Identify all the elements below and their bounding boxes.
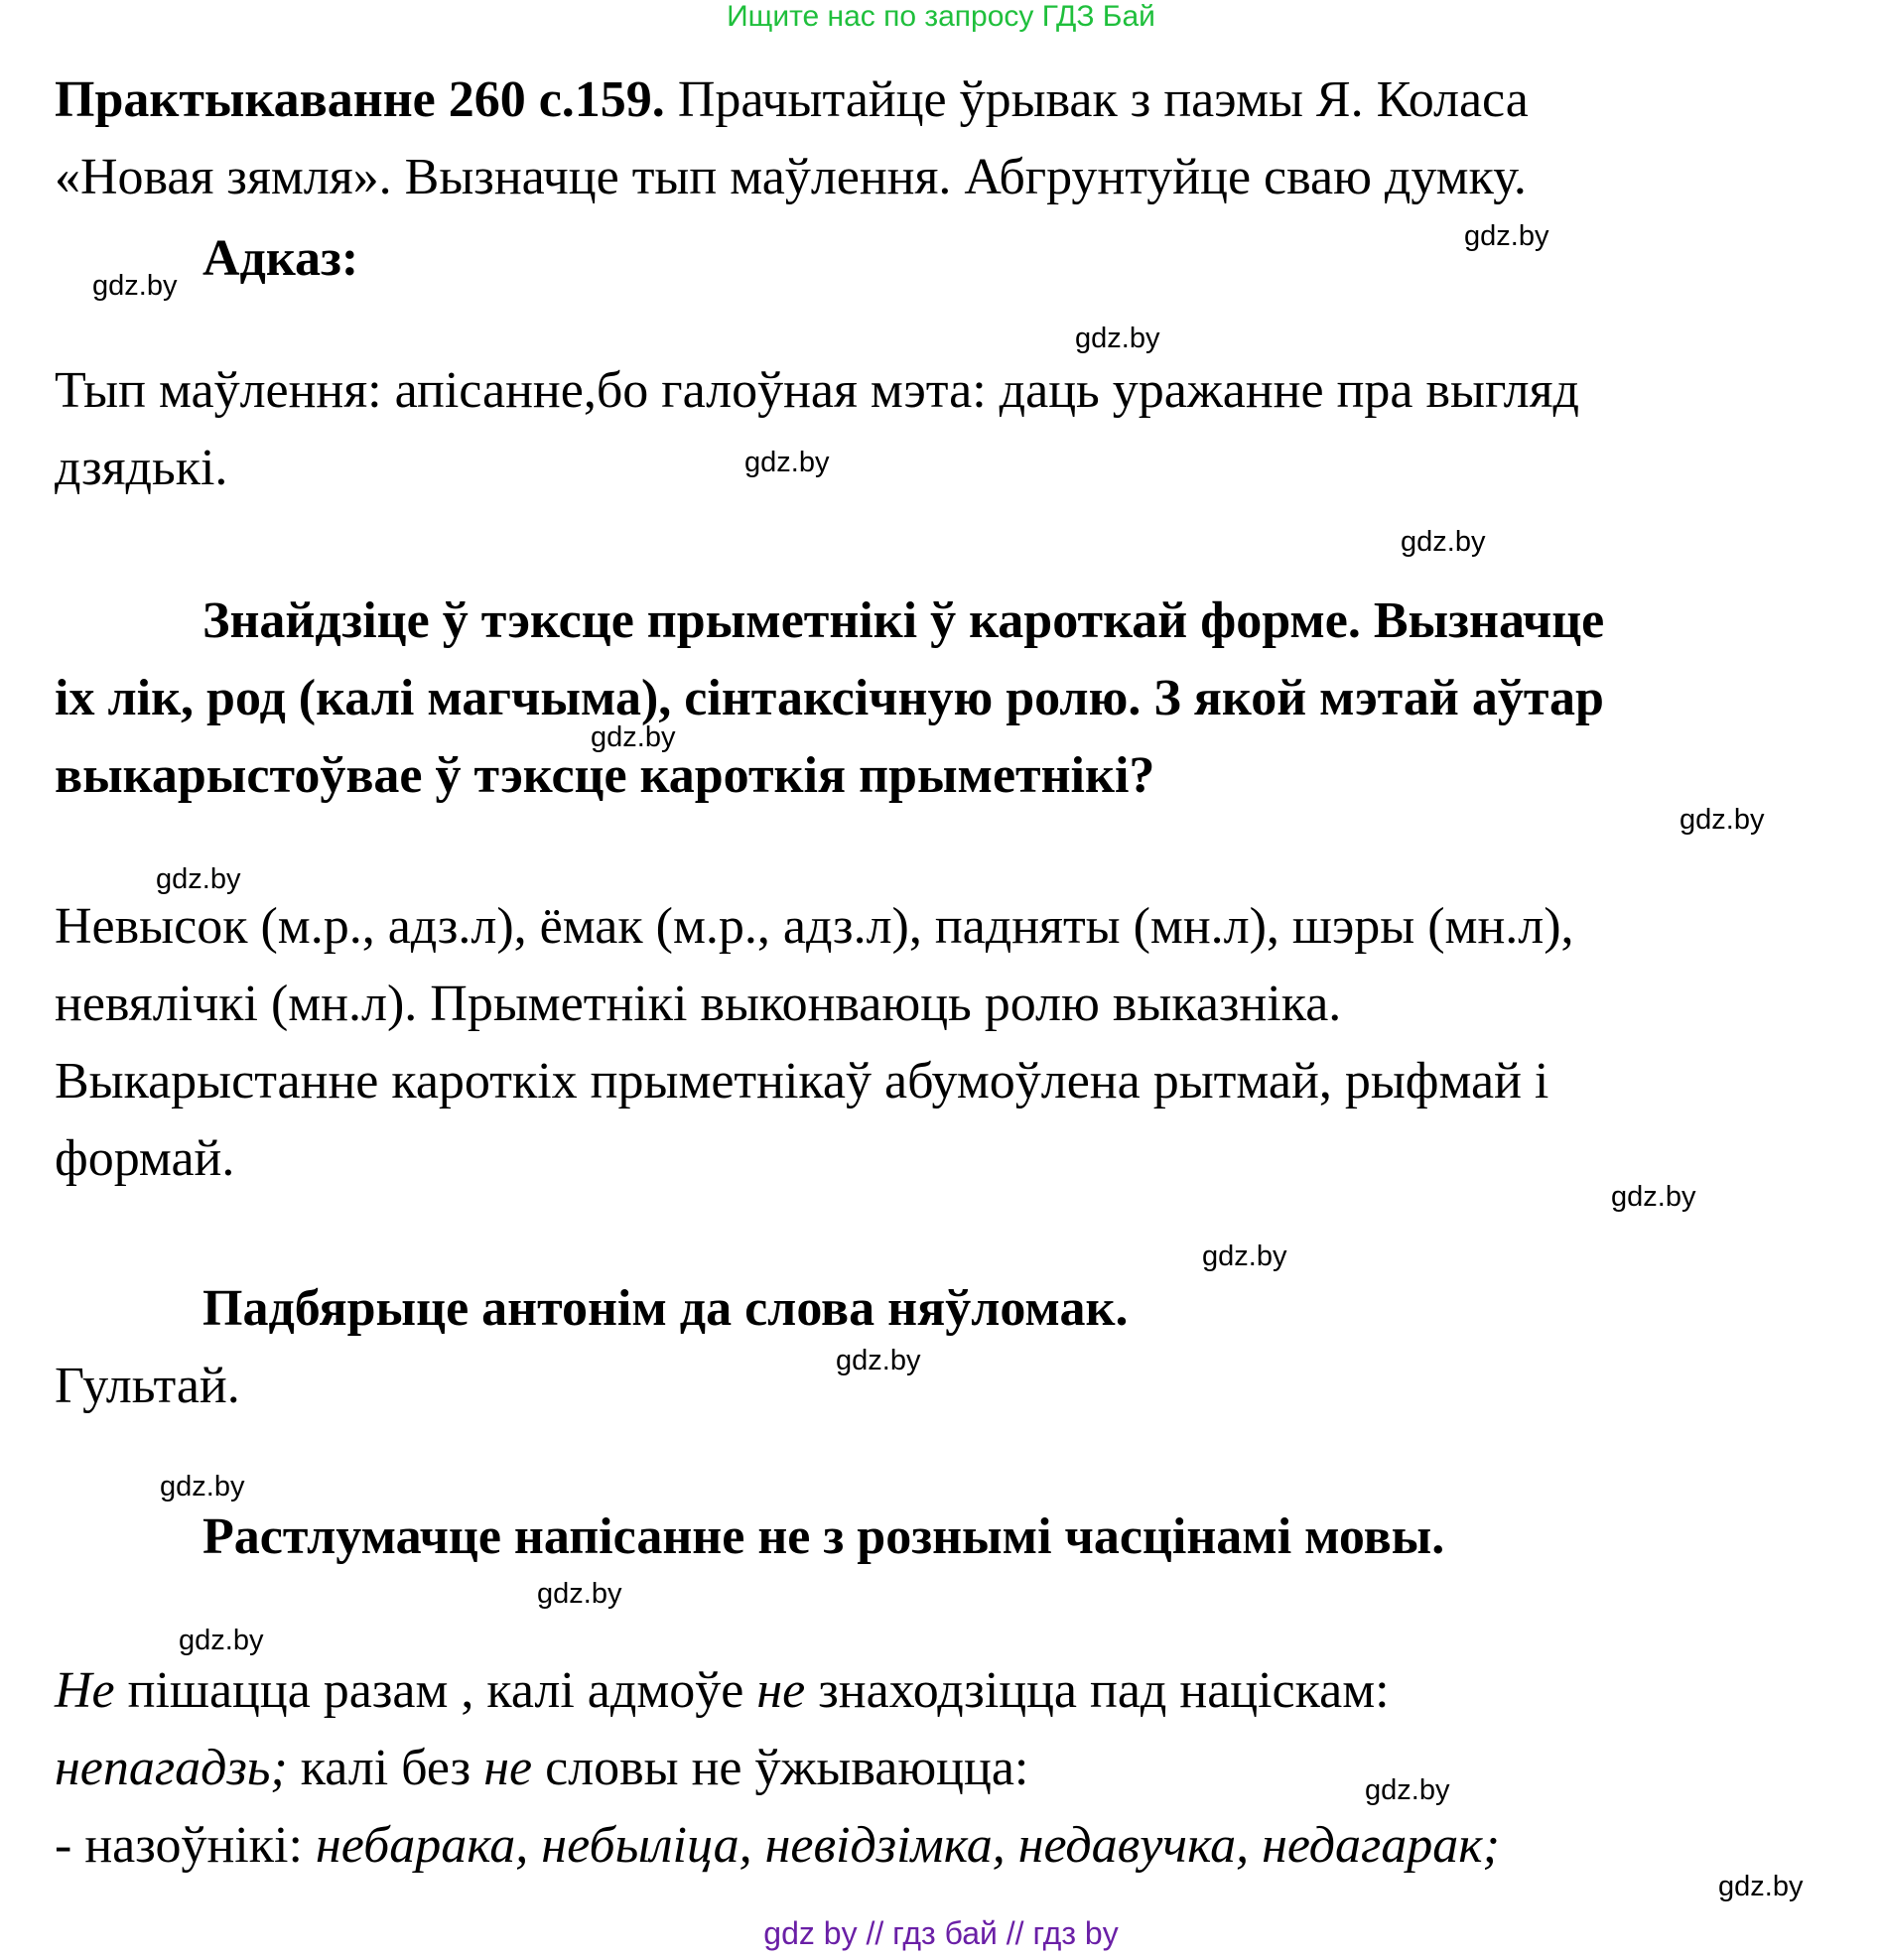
answer2-line3: Выкарыстанне кароткіх прыметнікаў абумоўлена рытмай, рыфмай і — [55, 1053, 1549, 1110]
watermark: gdz.by — [1202, 1241, 1287, 1272]
answer3: Гультай. — [55, 1358, 240, 1414]
answer4-line2 — [55, 1730, 1028, 1807]
watermark: gdz.by — [1075, 323, 1160, 354]
answer2-line1: Невысок (м.р., адз.л), ёмак (м.р., адз.л), падняты (мн.л), шэры (мн.л), — [55, 898, 1574, 955]
exercise-number: Практыкаванне 260 с.159. — [55, 71, 665, 128]
watermark: gdz.by — [1464, 220, 1549, 252]
answer4-ne-3: не — [483, 1740, 533, 1796]
watermark: gdz.by — [92, 270, 178, 302]
question2-line3: выкарыстоўвае ў тэксце кароткія прыметнікі? — [55, 747, 1155, 804]
watermark: gdz.by — [537, 1578, 622, 1610]
exercise-task: Прачытайце ўрывак з паэмы Я. Коласа — [664, 71, 1529, 128]
answer4-text-5: - назоўнікі: — [55, 1817, 316, 1874]
answer4-examples-2: небарака, небыліца, невідзімка, недавучка, недагарак; — [315, 1817, 1500, 1874]
watermark: gdz.by — [179, 1625, 264, 1656]
answer2-line2: невялічкі (мн.л). Прыметнікі выконваюць ролю выказніка. — [55, 976, 1342, 1032]
question3: Падбярыце антонім да слова няўломак. — [202, 1280, 1129, 1337]
watermark: gdz.by — [1611, 1181, 1696, 1213]
footer-links[interactable]: gdz by // гдз бай // гдз by — [763, 1915, 1119, 1951]
exercise-title — [55, 62, 1529, 139]
watermark: gdz.by — [744, 447, 830, 478]
answer-label: Адказ: — [202, 230, 359, 287]
search-banner[interactable]: Ищите нас по запросу ГДЗ Бай — [727, 0, 1155, 33]
answer4-example-1: непагадзь; — [55, 1740, 288, 1796]
answer2-line4: формай. — [55, 1130, 235, 1187]
answer1-line1: Тып маўлення: апісанне,бо галоўная мэта: даць уражанне пра выгляд — [55, 362, 1579, 419]
answer4-ne-2: не — [756, 1662, 806, 1719]
watermark: gdz.by — [836, 1345, 921, 1376]
watermark: gdz.by — [1680, 804, 1765, 836]
answer4-line3 — [55, 1807, 1500, 1885]
question2-line1: Знайдзіце ў тэксце прыметнікі ў кароткай форме. Вызначце — [202, 592, 1605, 649]
answer4-text-4: словы не ўжываюцца: — [532, 1740, 1029, 1796]
watermark: gdz.by — [1401, 526, 1486, 558]
watermark: gdz.by — [591, 721, 676, 753]
question4: Растлумачце напісанне не з рознымі часцінамі мовы. — [202, 1508, 1445, 1565]
watermark: gdz.by — [156, 863, 241, 895]
answer4-line1 — [55, 1652, 1390, 1730]
answer4-text-1: пішацца разам , калі адмоўе — [114, 1662, 757, 1719]
watermark: gdz.by — [160, 1471, 245, 1503]
answer4-text-3: калі без — [287, 1740, 484, 1796]
answer4-ne-1: Не — [55, 1662, 115, 1719]
watermark: gdz.by — [1718, 1871, 1804, 1902]
answer1-line2: дзядькі. — [55, 440, 228, 496]
exercise-task-line2: «Новая зямля». Вызначце тып маўлення. Абгрунтуйце сваю думку. — [55, 149, 1527, 205]
question2-line2: іх лік, род (калі магчыма), сінтаксічную ролю. З якой мэтай аўтар — [55, 670, 1604, 726]
watermark: gdz.by — [1365, 1774, 1450, 1806]
answer4-text-2: знаходзіцца пад націскам: — [805, 1662, 1390, 1719]
